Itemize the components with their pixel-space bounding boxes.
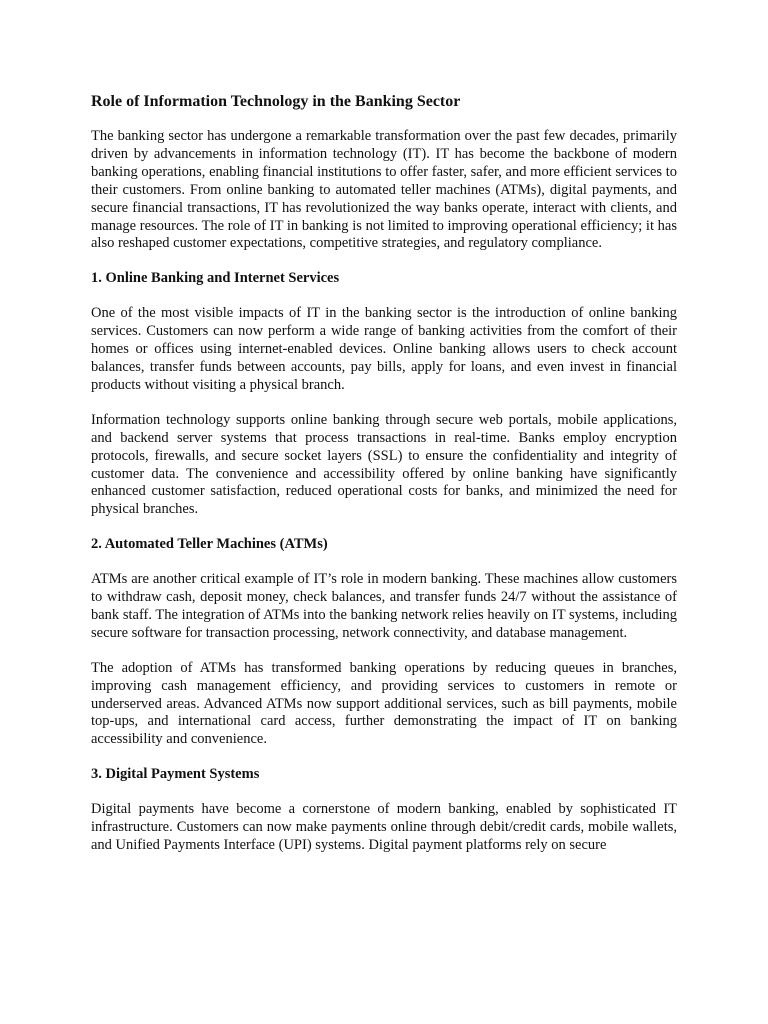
section-heading-online-banking: 1. Online Banking and Internet Services (91, 270, 340, 287)
section-paragraph: The adoption of ATMs has transformed banking operations by reducing queues in branches, improving cash management efficiency, and providing services to customers in remote or underserved areas. Advanced ATMs now support additional services, such as bill payments, mobile top-ups, and international card access, further demonstrating the impact of IT on banking accessibility and convenience. (91, 659, 677, 748)
section-heading-digital-payments: 3. Digital Payment Systems (91, 766, 260, 783)
section-paragraph: Digital payments have become a cornerstone of modern banking, enabled by sophisticated IT infrastructure. Customers can now make payments online through debit/credit cards, mobile wallets, and Unified Payments Interface (UPI) systems. Digital payment platforms rely on secure (91, 801, 677, 853)
document-page (91, 92, 677, 872)
intro-paragraph: The banking sector has undergone a remarkable transformation over the past few decades, primarily driven by advancements in information technology (IT). IT has become the backbone of modern banking operations, enabling financial institutions to offer faster, safer, and more efficient services to their customers. From online banking to automated teller machines (ATMs), digital payments, and secure financial transactions, IT has revolutionized the way banks operate, interact with clients, and manage resources. The role of IT in banking is not limited to improving operational efficiency; it has also reshaped customer expectations, competitive strategies, and regulatory compliance. (91, 128, 677, 252)
document-title: Role of Information Technology in the Banking Sector (91, 93, 461, 110)
section-paragraph: ATMs are another critical example of IT’s role in modern banking. These machines allow customers to withdraw cash, deposit money, check balances, and transfer funds 24/7 without the assistance of bank staff. The integration of ATMs into the banking network relies heavily on IT systems, including secure software for transaction processing, network connectivity, and database management. (91, 571, 677, 641)
section-paragraph: One of the most visible impacts of IT in the banking sector is the introduction of online banking services. Customers can now perform a wide range of banking activities from the comfort of their homes or offices using internet-enabled devices. Online banking allows users to check account balances, transfer funds between accounts, pay bills, apply for loans, and even invest in financial products without visiting a physical branch. (91, 305, 677, 393)
section-heading-atms: 2. Automated Teller Machines (ATMs) (91, 536, 328, 553)
section-paragraph: Information technology supports online banking through secure web portals, mobile applications, and backend server systems that process transactions in real-time. Banks employ encryption protocols, firewalls, and secure socket layers (SSL) to ensure the confidentiality and integrity of customer data. The convenience and accessibility offered by online banking have significantly enhanced customer satisfaction, reduced operational costs for banks, and minimized the need for physical branches. (91, 411, 677, 518)
